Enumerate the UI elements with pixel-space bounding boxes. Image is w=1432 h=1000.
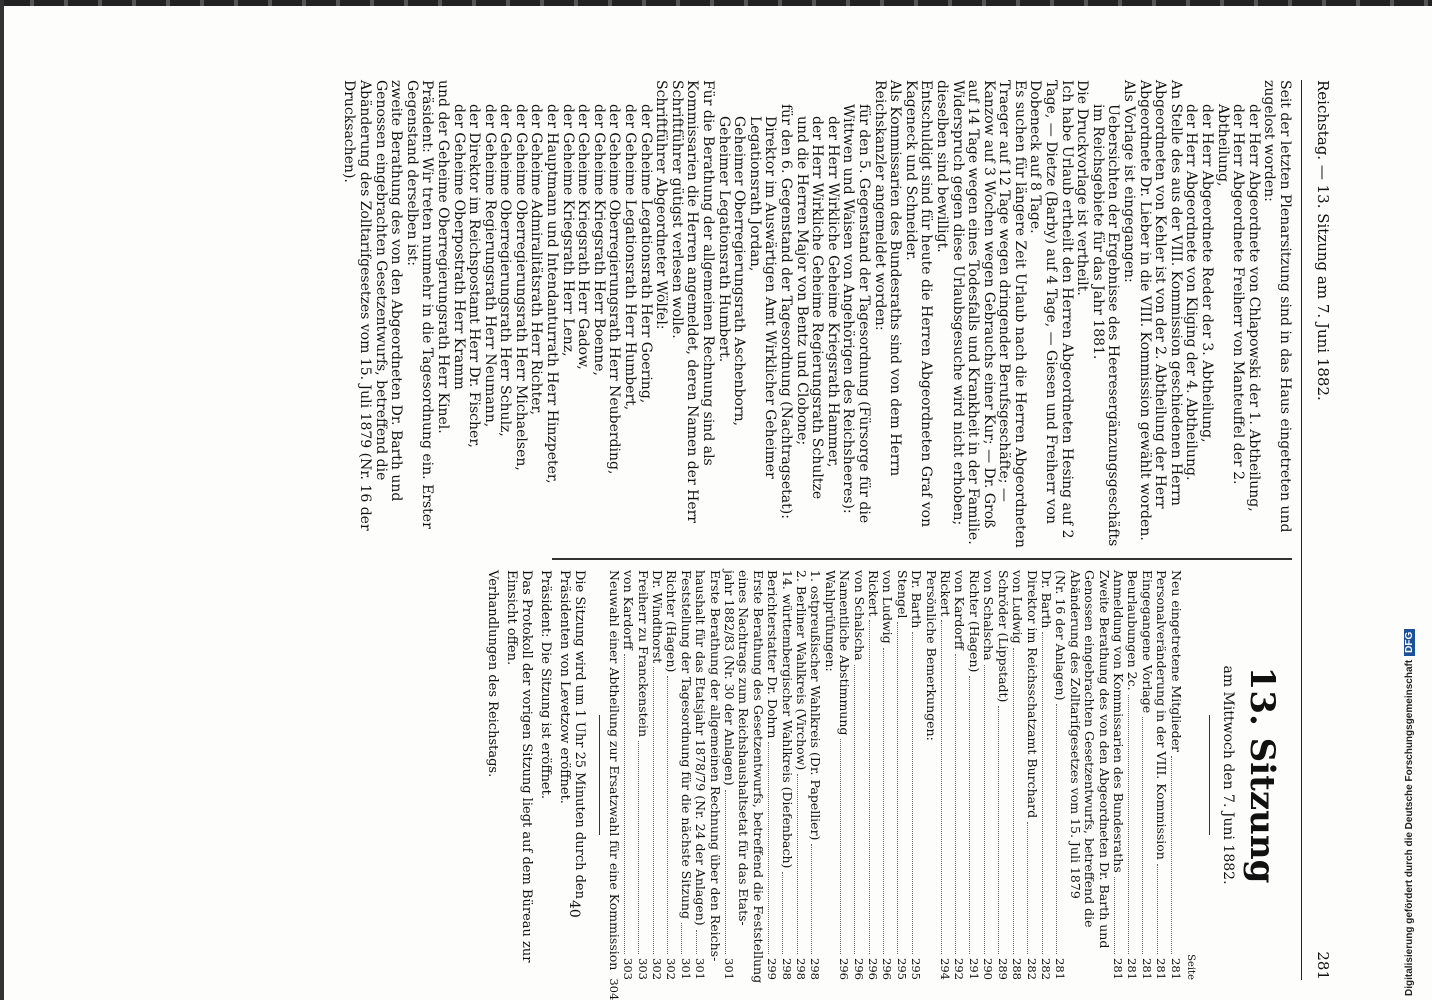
toc-leader-dots [998, 706, 1009, 954]
toc-entry-text: (Nr. 16 der Anlagen) [1053, 570, 1069, 701]
toc-entry-text: Stengel [894, 570, 910, 619]
toc-page-number: 302 [649, 958, 664, 980]
toc-page-number: 294 [938, 958, 953, 980]
toc-leader-dots [1056, 704, 1067, 954]
toc-row [779, 570, 793, 980]
opening-paragraph: Die Sitzung wird um 1 Uhr 25 Minuten durch den Präsidenten von Levetzow eröffnet. [557, 570, 588, 899]
toc-leader-dots [653, 667, 664, 954]
toc-entry-text: Rickert [938, 570, 954, 617]
toc-row [938, 570, 952, 980]
body-column [341, 80, 1293, 550]
toc-entry-text: Freiherr zu Franckenstein [635, 570, 651, 738]
toc-leader-dots [912, 632, 923, 954]
toc-entry-text: haushalt für das Etatsjahr 1878/79 (Nr. 24 der Anlagen) [693, 570, 709, 926]
header-running-title: Reichstag. — 13. Sitzung am 7. Juni 1882. [1314, 80, 1332, 401]
toc-entry-text: Namentliche Abstimmung [837, 570, 853, 736]
toc-row [851, 570, 865, 980]
toc-entry-text: Feststellung der Tagesordnung für die nächste Sitzung [678, 570, 694, 919]
toc-row [822, 570, 836, 980]
toc-entry-text: Berichterstatter Dr. Dohrn [765, 570, 781, 739]
toc-row [1024, 570, 1038, 980]
toc-leader-dots [1042, 632, 1053, 954]
toc-entry-text: Abänderung des Zolltarifgesetzes vom 15. Juli 1879 [1067, 570, 1083, 899]
toc-row [1096, 570, 1110, 980]
body-paragraph: Schriftführer Abgeordneter Wölfel: [653, 80, 670, 330]
toc-row [678, 570, 692, 980]
body-paragraph: für den 6. Gegenstand der Tagesordnung (Nachtragsetat): [778, 104, 794, 519]
toc-leader-dots [897, 622, 908, 954]
body-paragraph: Als Vorlage ist eingegangen: [1121, 80, 1138, 283]
body-paragraph: und der Geheime Oberregierungsrath Herr Kinel. [434, 80, 451, 434]
body-paragraph: Uebersichten der Ergebnisse des Heeresergänzungsgeschäfts im Reichsgebiete für das Jahr 1881. [1089, 104, 1122, 547]
toc-page-number: 296 [851, 958, 866, 980]
body-paragraph: der Geheime Kriegsrath Herr Boenne, [590, 104, 607, 376]
toc-page-number: 296 [880, 958, 895, 980]
toc-leader-dots [681, 923, 692, 954]
toc-row [621, 570, 635, 980]
toc-page-number: 303 [635, 958, 650, 980]
signature-number: 40 [566, 900, 582, 918]
toc-entry-text: von Ludwig [1010, 570, 1026, 644]
body-paragraph: Direktor im Auswärtigen Amt Wirklicher Geheimer Legationsrath Jordan, [746, 116, 779, 479]
toc-page-number: 288 [1010, 958, 1025, 980]
body-paragraph: der Geheime Oberpostrath Herr Kramm [450, 104, 467, 390]
toc-page-number: 281 [1125, 958, 1140, 980]
toc-entry-text: von Schalscha [981, 570, 997, 661]
body-paragraph: Geheimer Legationsrath Humbert. [715, 116, 732, 363]
toc-page-number: 298 [779, 958, 794, 980]
toc-leader-dots [941, 620, 952, 954]
toc-row [765, 570, 779, 980]
toc-entry-text: 2. Berliner Wahlkreis (Virchow) [794, 570, 810, 771]
toc-row [952, 570, 966, 980]
toc-page-number: 289 [995, 958, 1010, 980]
toc-leader-dots [696, 930, 707, 954]
body-paragraph: Entschuldigt sind für heute die Herren Abgeordneten Graf von Kageneck und Schneider. [902, 80, 935, 528]
body-paragraph: der Geheime Kriegsrath Herr Gadow, [575, 104, 592, 370]
toc-entry-text: Richter (Hagen) [664, 570, 680, 673]
toc-entry-text: Zweite Berathung des von den Abgeordneten Dr. Barth und [1096, 570, 1112, 949]
toc-entry-text: Erste Berathung des Gesetzentwurfs, betreffend die Feststellung [750, 570, 766, 984]
toc-leader-dots [1027, 822, 1038, 954]
body-paragraph: zweite Berathung des von den Abgeordneten Dr. Barth und Genossen eingebrachten Gesetzentwurfs, betreffend die Abänderung des Zolltarifgesetzes vom 15. Juli 1879 (Nr. 16 der Drucksachen). [341, 80, 405, 531]
toc-row [1168, 570, 1182, 980]
opening-paragraph: Präsident: Die Sitzung ist eröffnet. [538, 570, 554, 799]
toc-leader-dots [854, 665, 865, 954]
opening-paragraph: Das Protokoll der vorigen Sitzung liegt auf dem Büreau zur Einsicht offen. [504, 570, 535, 963]
body-paragraph: der Geheime Oberregierungsrath Herr Michaelsen, [512, 104, 529, 471]
toc-leader-dots [1142, 717, 1153, 954]
toc-entry-text: von Kardorff [621, 570, 637, 650]
toc-row [707, 570, 721, 980]
toc-row [866, 570, 880, 980]
toc-leader-dots [955, 654, 966, 954]
body-paragraph: der Geheime Oberregierungsrath Herr Neuberding, [606, 104, 623, 475]
toc-row [1053, 570, 1067, 980]
toc-leader-dots [1157, 864, 1168, 954]
body-paragraph: Es suchen für längere Zeit Urlaub nach die Herren Abgeordneten Traeger auf 12 Tage wegen dringender Berufsgeschäfte; — Kanzow auf 3 Wochen wegen Gebrauchs einer Kur; — Dr. Groß auf 14 Tage wegen eines Todesfalls und Krankheit in der Familie. Widerspruch gegen diese Urlaubsgesuche wird nicht erhoben; dieselben sind bewilligt. [933, 80, 1028, 548]
table-of-contents [606, 570, 1197, 1000]
toc-page-number: 281 [1110, 958, 1125, 980]
body-paragraph: Präsident: Wir treten nunmehr in die Tagesordnung ein. Erster Gegenstand derselben ist: [403, 80, 436, 529]
toc-row [1067, 570, 1081, 980]
rotated-page [22, 80, 1342, 1000]
toc-row [750, 570, 766, 984]
dfg-credit [1404, 16, 1415, 996]
page-header [1301, 80, 1342, 980]
toc-leader-dots [1171, 756, 1182, 954]
toc-row [664, 570, 678, 980]
body-paragraph: der Hauptmann und Intendanturrath Herr Hinzpeter, [544, 104, 561, 484]
toc-entry-text: Dr. Barth [1038, 570, 1054, 629]
toc-row [635, 570, 649, 980]
toc-entry-text: Rickert [866, 570, 882, 617]
body-paragraph: der Herr Wirkliche Geheime Regierungsrath Schultze [809, 116, 826, 500]
toc-leader-dots [782, 872, 793, 954]
body-paragraph: der Geheime Kriegsrath Herr Lenz, [559, 104, 576, 357]
toc-leader-dots [811, 844, 822, 954]
toc-separator [599, 715, 600, 835]
toc-page-number: 296 [866, 958, 881, 980]
toc-entry-text: von Ludwig [880, 570, 896, 644]
toc-leader-dots [797, 774, 808, 954]
body-paragraph: der Herr Abgeordnete von Kliging der 4. Abtheilung. [1183, 104, 1200, 481]
toc-row [1010, 570, 1024, 980]
toc-leader-dots [984, 665, 995, 954]
toc-entry-text: Wahlprüfungen: [822, 570, 838, 672]
toc-row [1039, 570, 1053, 980]
toc-entry-text: von Kardorff [952, 570, 968, 650]
toc-entry-text: Anmeldung von Kommissarien des Bundesraths [1110, 570, 1126, 873]
toc-row [1082, 570, 1096, 980]
body-paragraph: der Geheime Admiralitätsrath Herr Richter, [528, 104, 545, 416]
toc-leader-dots [970, 676, 981, 954]
title-separator [1209, 715, 1210, 835]
toc-leader-dots [883, 648, 894, 954]
toc-page-number: 281 [1139, 958, 1154, 980]
toc-page-number: 298 [808, 958, 823, 980]
toc-row [1154, 570, 1168, 980]
toc-leader-dots [667, 676, 678, 954]
toc-entry-text: Direktor im Reichsschatzamt Burchard [1024, 570, 1040, 819]
body-paragraph: der Geheime Legationsrath Herr Goering, [637, 104, 654, 404]
toc-page-number: 296 [837, 958, 852, 980]
toc-row [894, 570, 908, 980]
toc-entry-text: Erste Berathung der allgemeinen Rechnung über den Reichs- [707, 570, 723, 962]
toc-entry-text: Dr. Windthorst [649, 570, 665, 664]
body-paragraph: der Geheime Regierungsrath Herr Neumann, [481, 104, 498, 428]
toc-leader-dots [1013, 648, 1024, 954]
toc-row [923, 570, 937, 980]
body-paragraph: Als Kommissarien des Bundesraths sind von dem Herrn Reichskanzler angemeldet worden: [871, 80, 904, 477]
toc-row [967, 570, 981, 980]
toc-page-number: 299 [765, 958, 780, 980]
body-paragraph: Für die Berathung der allgemeinen Rechnung sind als Kommissarien die Herren angemeldet, deren Namen der Herr Schriftführer gütigst verlesen wolle. [668, 80, 717, 523]
toc-page-number: 298 [794, 958, 809, 980]
toc-row [606, 570, 622, 1000]
body-paragraph: und die Herren Major von Bentz und Clobone; [793, 116, 810, 446]
toc-column [112, 570, 1292, 1000]
toc-leader-dots [1114, 877, 1125, 954]
toc-entry-text: Persönliche Bemerkungen: [923, 570, 939, 741]
body-paragraph: der Herr Abgeordnete von Chlapowski der 1. Abtheilung, [1245, 104, 1262, 512]
toc-leader-dots [768, 742, 779, 954]
toc-leader-dots [624, 654, 635, 954]
toc-page-number: 281 [1154, 958, 1169, 980]
toc-page-number: 282 [1038, 958, 1053, 980]
toc-entry-text: 1. ostpreußischer Wahlkreis (Dr. Papellier) [808, 570, 824, 841]
toc-entry-text: Genossen eingebrachten Gesetzentwurfs, betreffend die [1082, 570, 1098, 928]
header-page-number: 281 [1314, 951, 1332, 980]
dfg-badge: DFG [1404, 629, 1415, 656]
scan-edge-top [0, 0, 1432, 6]
scan-edge-left [0, 0, 4, 1000]
toc-row [1111, 570, 1125, 980]
toc-entry-text: Personalveränderung in der VIII. Kommission [1154, 570, 1170, 860]
toc-entry-text: Eingegangene Vorlage [1139, 570, 1155, 714]
body-paragraph: An Stelle des aus der VIII. Kommission geschiedenen Herrn Abgeordneten von Kehler ist von der 2. Abtheilung der Herr Abgeordnete Dr. Lieber in die VIII. Kommission gewählt worden. [1136, 80, 1184, 541]
toc-page-number: 301 [693, 958, 708, 980]
toc-page-number: 301 [722, 958, 736, 980]
toc-leader-dots [638, 741, 649, 954]
body-paragraph: Geheimer Oberregierungsrath Aschenborn, [731, 116, 748, 427]
toc-entry-text: Neu eingetretene Mitglieder [1168, 570, 1184, 753]
toc-entry-text: jahr 1882/83 (Nr. 30 der Anlagen) [722, 570, 737, 786]
toc-leader-dots [1128, 695, 1139, 954]
toc-row [693, 570, 707, 980]
toc-row [1125, 570, 1139, 980]
toc-row [736, 570, 750, 980]
toc-row [808, 570, 822, 980]
toc-page-number: 302 [664, 958, 679, 980]
toc-page-number: 303 [621, 958, 636, 980]
body-paragraph: der Herr Wirkliche Geheime Kriegsrath Hammer, [824, 116, 841, 468]
toc-entry-text: Beurlaubungen 2c. [1125, 570, 1141, 691]
toc-page-number: 295 [894, 958, 909, 980]
toc-page-number: 281 [1053, 958, 1068, 980]
toc-row [794, 570, 808, 980]
opening-paragraph: Verhandlungen des Reichstags. [485, 570, 501, 778]
body-paragraph: der Geheime Legationsrath Herr Humbert, [622, 104, 639, 411]
session-date: am Mittwoch den 7. Juni 1882. [1220, 665, 1236, 885]
toc-leader-dots [869, 620, 880, 954]
toc-page-number: 292 [952, 958, 967, 980]
toc-entry-text: Schröder (Lippstadt) [995, 570, 1011, 703]
toc-page-number: 281 [1168, 958, 1183, 980]
body-paragraph: der Herr Abgeordnete Freiherr von Manteuffel der 2. Abtheilung, [1214, 104, 1247, 485]
toc-page-number: 290 [981, 958, 996, 980]
toc-entry-text: Neuwahl einer Abtheilung zur Ersatzwahl für eine Kommission [606, 570, 622, 971]
toc-entry-text: Richter (Hagen) [966, 570, 982, 673]
body-paragraph: der Geheime Oberregierungsrath Herr Schulz, [497, 104, 514, 437]
toc-entry-text: Dr. Barth [909, 570, 925, 629]
toc-row [880, 570, 894, 980]
body-paragraph: der Herr Abgeordnete Reder der 3. Abtheilung, [1199, 104, 1216, 443]
toc-page-number: 301 [678, 958, 693, 980]
opening-text [485, 570, 587, 980]
toc-row [650, 570, 664, 980]
toc-page-number: 304 [606, 978, 621, 1000]
toc-page-number: 282 [1024, 958, 1039, 980]
toc-row [1139, 570, 1153, 980]
body-paragraph: der Direktor im Reichspostamt Herr Dr. Fischer, [466, 104, 483, 448]
body-paragraph: Seit der letzten Plenarsitzung sind in das Haus eingetreten und zugelost worden: [1261, 80, 1293, 533]
toc-heading: Seite [1185, 954, 1196, 980]
toc-entry-text: von Schalscha [851, 570, 867, 661]
toc-entry-text: 14. württembergischer Wahlkreis (Diefenbach) [779, 570, 795, 869]
toc-leader-dots [840, 739, 851, 954]
toc-row [837, 570, 851, 980]
toc-leader-dots [725, 790, 736, 954]
toc-row [995, 570, 1009, 980]
toc-row [722, 570, 736, 980]
body-paragraph: Ich habe Urlaub ertheilt den Herren Abgeordneten Hesing auf 2 Tage, — Dietze (Barby) auf 4 Tage, — Giesen und Freiherr von Dobeneck auf 8 Tage. [1027, 80, 1075, 539]
dfg-credit-text: Digitalisierung gefördert durch die Deutsche Forschungsgemeinschaft [1404, 659, 1415, 996]
toc-row [981, 570, 995, 980]
column-divider [552, 558, 1292, 560]
toc-row [909, 570, 923, 980]
body-paragraph: Die Druckvorlage ist vertheilt. [1074, 80, 1091, 296]
toc-page-number: 291 [966, 958, 981, 980]
body-paragraph: für den 5. Gegenstand der Tagesordnung (Fürsorge für die Wittwen und Waisen von Angehörigen des Reichsheeres): [840, 104, 872, 524]
session-title: 13. Sitzung [1242, 666, 1282, 884]
toc-page-number: 295 [909, 958, 924, 980]
toc-entry-text: eines Nachtrags zum Reichshaushaltsetat für das Etats- [736, 570, 752, 926]
